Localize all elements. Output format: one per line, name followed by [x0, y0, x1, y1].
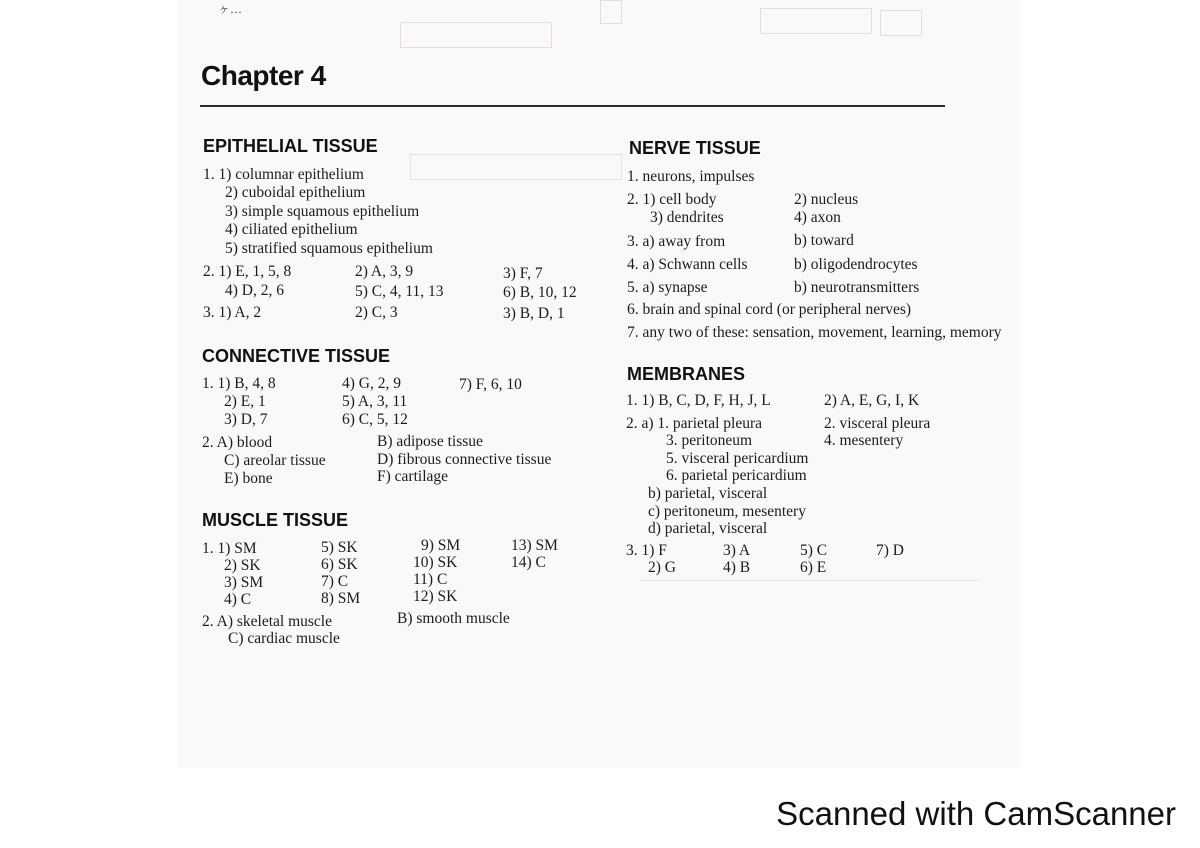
membranes-line: 3) A: [723, 542, 751, 559]
membranes-line: 2. a) 1. parietal pleura: [626, 415, 762, 432]
epithelial-q1-item: 2) cuboidal epithelium: [225, 184, 366, 201]
muscle-q1-item: 9) SM: [421, 537, 461, 554]
membranes-heading: MEMBRANES: [627, 364, 746, 384]
membranes-line: 7) D: [876, 542, 904, 559]
camscanner-watermark: Scanned with CamScanner: [776, 795, 1176, 832]
membranes-line: 4) B: [723, 559, 751, 576]
membranes-line: 6) E: [800, 559, 827, 576]
epithelial-q1-item: 3) simple squamous epithelium: [225, 203, 420, 220]
muscle-q1-item: 8) SM: [321, 590, 361, 607]
muscle-q1-item: 1. 1) SM: [202, 540, 257, 557]
muscle-q2-item: B) smooth muscle: [397, 610, 510, 627]
nerve-line: 6. brain and spinal cord (or peripheral nerves): [627, 301, 912, 318]
connective-q2-item: E) bone: [224, 470, 273, 487]
membranes-line: 6. parietal pericardium: [666, 467, 807, 484]
muscle-q1-item: 6) SK: [321, 556, 358, 573]
muscle-q1-item: 14) C: [511, 554, 546, 571]
nerve-line: 4) axon: [794, 209, 841, 226]
epithelial-heading: EPITHELIAL TISSUE: [203, 136, 378, 156]
nerve-line: 7. any two of these: sensation, movement, learning, memory: [627, 324, 1002, 341]
connective-q2-item: C) areolar tissue: [224, 452, 326, 469]
muscle-q1-item: 12) SK: [413, 588, 458, 605]
connective-q2-item: 2. A) blood: [202, 434, 273, 451]
muscle-q1-item: 5) SK: [321, 539, 358, 556]
epithelial-q3-item: 2) C, 3: [355, 304, 398, 321]
muscle-q1-item: 3) SM: [224, 574, 264, 591]
nerve-line: b) toward: [794, 232, 854, 249]
membranes-line: 5) C: [800, 542, 828, 559]
nerve-line: b) oligodendrocytes: [794, 256, 918, 273]
epithelial-q2-item: 5) C, 4, 11, 13: [355, 283, 444, 300]
muscle-heading: MUSCLE TISSUE: [202, 510, 349, 530]
muscle-q1-item: 4) C: [224, 591, 252, 608]
membranes-line: b) parietal, visceral: [648, 485, 768, 502]
epithelial-q1-item: 4) ciliated epithelium: [225, 221, 358, 238]
epithelial-q2-item: 6) B, 10, 12: [503, 284, 577, 301]
connective-q1-item: 1. 1) B, 4, 8: [202, 375, 276, 392]
connective-q1-item: 3) D, 7: [224, 411, 268, 428]
muscle-q1-item: 11) C: [413, 571, 448, 588]
chapter-title: Chapter 4: [201, 60, 326, 91]
connective-q1-item: 7) F, 6, 10: [459, 376, 522, 393]
epithelial-q1-item: 5) stratified squamous epithelium: [225, 240, 433, 257]
nerve-line: 2) nucleus: [794, 191, 859, 208]
membranes-line: d) parietal, visceral: [648, 520, 768, 537]
nerve-line: 5. a) synapse: [627, 279, 708, 296]
connective-q1-item: 6) C, 5, 12: [342, 411, 408, 428]
connective-q2-item: F) cartilage: [377, 468, 449, 485]
nerve-line: 4. a) Schwann cells: [627, 256, 748, 273]
connective-q1-item: 4) G, 2, 9: [342, 375, 401, 392]
nerve-heading: NERVE TISSUE: [629, 138, 761, 158]
membranes-line: 2. visceral pleura: [824, 415, 931, 432]
connective-q2-item: D) fibrous connective tissue: [377, 451, 552, 468]
title-rule: [200, 105, 945, 107]
nerve-line: 3. a) away from: [627, 233, 726, 250]
connective-heading: CONNECTIVE TISSUE: [202, 346, 391, 366]
membranes-line: 3. 1) F: [626, 542, 667, 559]
membranes-line: 4. mesentery: [824, 432, 904, 449]
epithelial-q2-item: 4) D, 2, 6: [225, 282, 284, 299]
connective-q1-item: 5) A, 3, 11: [342, 393, 408, 410]
membranes-line: 1. 1) B, C, D, F, H, J, L: [626, 392, 771, 409]
muscle-q1-item: 2) SK: [224, 557, 261, 574]
membranes-line: 2) G: [648, 559, 676, 576]
epithelial-q2-item: 2. 1) E, 1, 5, 8: [203, 263, 292, 280]
epithelial-q2-item: 2) A, 3, 9: [355, 263, 414, 280]
epithelial-q3-item: 3. 1) A, 2: [203, 304, 262, 321]
membranes-line: 2) A, E, G, I, K: [824, 392, 920, 409]
epithelial-q2-item: 3) F, 7: [503, 265, 543, 282]
epithelial-q3-item: 3) B, D, 1: [503, 305, 565, 322]
muscle-q1-item: 13) SM: [511, 537, 558, 554]
muscle-q2-item: C) cardiac muscle: [228, 630, 340, 647]
muscle-q1-item: 10) SK: [413, 554, 458, 571]
nerve-line: 3) dendrites: [650, 209, 724, 226]
membranes-line: 3. peritoneum: [666, 432, 753, 449]
muscle-q2-item: 2. A) skeletal muscle: [202, 613, 332, 630]
nerve-line: b) neurotransmitters: [794, 279, 920, 296]
epithelial-q1-item: 1. 1) columnar epithelium: [203, 166, 364, 183]
nerve-line: 2. 1) cell body: [627, 191, 717, 208]
membranes-line: 5. visceral pericardium: [666, 450, 809, 467]
connective-q2-item: B) adipose tissue: [377, 433, 483, 450]
muscle-q1-item: 7) C: [321, 573, 349, 590]
connective-q1-item: 2) E, 1: [224, 393, 266, 410]
membranes-line: c) peritoneum, mesentery: [648, 503, 806, 520]
pen-mark: ヶ…: [218, 2, 243, 16]
nerve-line: 1. neurons, impulses: [627, 168, 755, 185]
